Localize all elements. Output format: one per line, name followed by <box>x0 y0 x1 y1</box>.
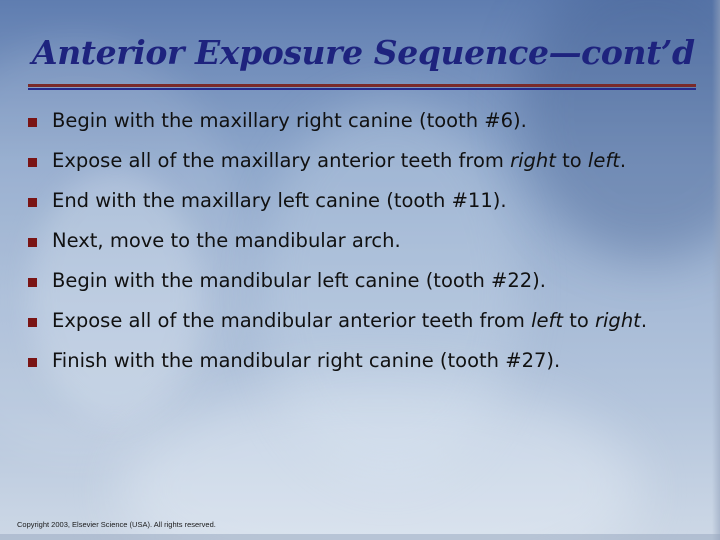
bullet-item <box>28 188 698 213</box>
bullet-text: Begin with the maxillary right canine (tooth #6). <box>52 109 527 132</box>
bullet-emphasis: left <box>531 309 564 332</box>
bullet-text: Begin with the mandibular left canine (tooth #22). <box>52 269 546 292</box>
square-bullet-icon <box>28 318 37 327</box>
square-bullet-icon <box>28 278 37 287</box>
bullet-text-part: Expose all of the maxillary anterior teeth from <box>52 149 511 172</box>
title-underline-top <box>28 84 696 87</box>
bullet-emphasis: left <box>587 149 620 172</box>
bullet-text: End with the maxillary left canine (tooth #11). <box>52 189 507 212</box>
bullet-text-part: to <box>555 149 588 172</box>
square-bullet-icon <box>28 158 37 167</box>
bullet-text-part: to <box>563 309 595 332</box>
bullet-item <box>28 348 698 373</box>
bullet-text: Next, move to the mandibular arch. <box>52 229 401 252</box>
bullet-item <box>28 308 698 333</box>
title-underline-bottom <box>28 88 696 90</box>
bullet-emphasis: right <box>510 149 556 172</box>
bullet-text-part: Expose all of the mandibular anterior teeth from <box>52 309 532 332</box>
bullet-item <box>28 148 698 173</box>
bullet-emphasis: right <box>595 309 641 332</box>
square-bullet-icon <box>28 118 37 127</box>
slide-border-bottom <box>0 534 720 540</box>
slide-title: Anterior Exposure Sequence—cont’d <box>32 33 695 72</box>
bullet-item <box>28 268 698 293</box>
bullet-text: Finish with the mandibular right canine (tooth #27). <box>52 349 561 372</box>
bullet-text-part: . <box>640 309 648 332</box>
background-blur <box>120 380 640 540</box>
bullet-text <box>52 149 626 172</box>
copyright-notice: Copyright 2003, Elsevier Science (USA). All rights reserved. <box>17 520 216 529</box>
bullet-text-part: . <box>619 149 627 172</box>
square-bullet-icon <box>28 358 37 367</box>
bullet-text <box>52 309 647 332</box>
bullet-item <box>28 108 698 133</box>
square-bullet-icon <box>28 238 37 247</box>
bullet-list <box>28 108 698 373</box>
slide-border-right <box>712 0 720 540</box>
square-bullet-icon <box>28 198 37 207</box>
bullet-item <box>28 228 698 253</box>
